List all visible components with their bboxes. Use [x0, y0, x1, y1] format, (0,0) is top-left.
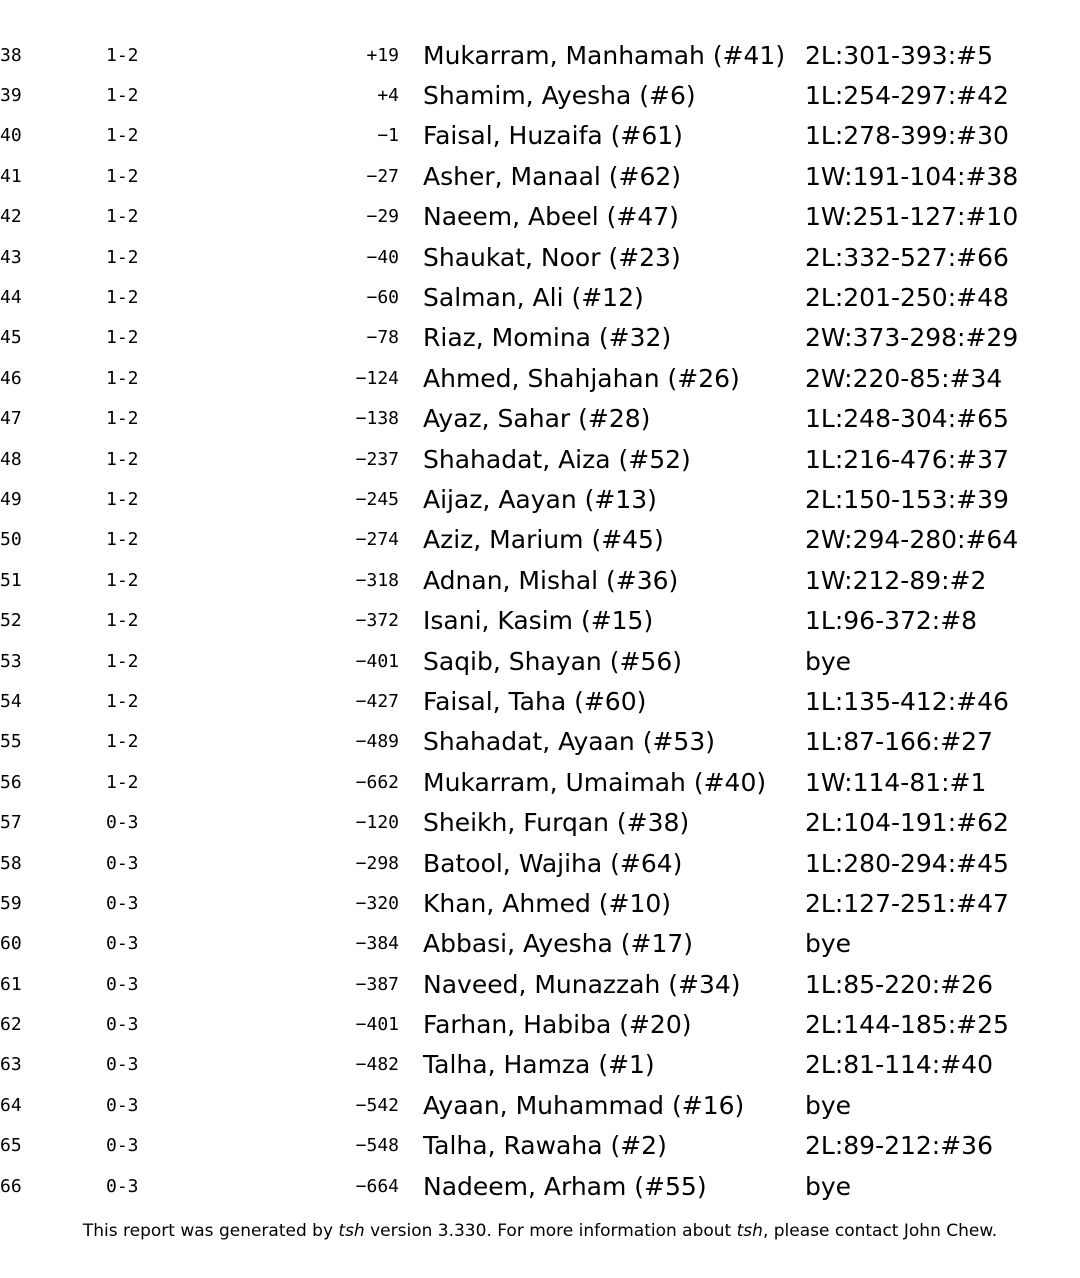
standings-row — [0, 237, 1080, 277]
player-cell: Shamim, Ayesha (#6) — [423, 81, 696, 111]
column-gap — [399, 35, 423, 75]
record-cell: 1-2 — [106, 367, 139, 389]
player-cell: Naeem, Abeel (#47) — [423, 202, 679, 232]
spread-cell: −372 — [355, 610, 399, 632]
spread-cell: −387 — [355, 973, 399, 995]
last-game-cell: 1W:114-81:#1 — [805, 767, 987, 797]
last-game-cell: bye — [805, 646, 852, 676]
column-gap — [399, 722, 423, 762]
spread-cell: −1 — [377, 125, 399, 147]
player-cell: Naveed, Munazzah (#34) — [423, 969, 741, 999]
standings-row — [0, 802, 1080, 842]
column-gap — [399, 843, 423, 883]
player-cell: Sheikh, Furqan (#38) — [423, 808, 690, 838]
rank-cell: 46 — [0, 367, 22, 389]
player-cell: Riaz, Momina (#32) — [423, 323, 672, 353]
player-cell: Shahadat, Aiza (#52) — [423, 444, 691, 474]
standings-row — [0, 681, 1080, 721]
standings-row — [0, 75, 1080, 115]
standings-row — [0, 1166, 1080, 1206]
rank-cell: 63 — [0, 1054, 22, 1076]
column-gap — [399, 1126, 423, 1166]
player-cell: Saqib, Shayan (#56) — [423, 646, 682, 676]
record-cell: 1-2 — [106, 690, 139, 712]
rank-cell: 55 — [0, 731, 22, 753]
player-cell: Farhan, Habiba (#20) — [423, 1010, 692, 1040]
standings-row — [0, 439, 1080, 479]
rank-cell: 52 — [0, 610, 22, 632]
player-cell: Adnan, Mishal (#36) — [423, 565, 679, 595]
column-gap — [399, 924, 423, 964]
last-game-cell: 1W:212-89:#2 — [805, 565, 987, 595]
spread-cell: −27 — [366, 165, 399, 187]
last-game-cell: 2L:201-250:#48 — [805, 283, 1009, 313]
rank-cell: 47 — [0, 408, 22, 430]
column-gap — [399, 156, 423, 196]
standings-row — [0, 641, 1080, 681]
rank-cell: 44 — [0, 287, 22, 309]
spread-cell: −237 — [355, 448, 399, 470]
standings-row — [0, 1126, 1080, 1166]
last-game-cell: 2L:144-185:#25 — [805, 1010, 1009, 1040]
rank-cell: 60 — [0, 933, 22, 955]
spread-cell: −40 — [366, 246, 399, 268]
player-cell: Nadeem, Arham (#55) — [423, 1171, 707, 1201]
column-gap — [399, 1085, 423, 1125]
player-cell: Talha, Hamza (#1) — [423, 1050, 655, 1080]
spread-cell: −318 — [355, 569, 399, 591]
column-gap — [399, 681, 423, 721]
rank-cell: 50 — [0, 529, 22, 551]
last-game-cell: 1L:135-412:#46 — [805, 686, 1009, 716]
record-cell: 1-2 — [106, 650, 139, 672]
rank-cell: 64 — [0, 1094, 22, 1116]
column-gap — [399, 1045, 423, 1085]
rank-cell: 58 — [0, 852, 22, 874]
player-cell: Talha, Rawaha (#2) — [423, 1131, 667, 1161]
record-cell: 1-2 — [106, 731, 139, 753]
standings-row — [0, 277, 1080, 317]
spread-cell: −489 — [355, 731, 399, 753]
standings-row — [0, 964, 1080, 1004]
rank-cell: 51 — [0, 569, 22, 591]
column-gap — [399, 439, 423, 479]
player-cell: Asher, Manaal (#62) — [423, 161, 682, 191]
rank-cell: 53 — [0, 650, 22, 672]
spread-cell: −664 — [355, 1175, 399, 1197]
last-game-cell: 1L:254-297:#42 — [805, 81, 1009, 111]
column-gap — [399, 560, 423, 600]
player-cell: Aziz, Marium (#45) — [423, 525, 664, 555]
last-game-cell: 2L:81-114:#40 — [805, 1050, 993, 1080]
spread-cell: −320 — [355, 892, 399, 914]
record-cell: 0-3 — [106, 933, 139, 955]
rank-cell: 39 — [0, 85, 22, 107]
last-game-cell: 2W:373-298:#29 — [805, 323, 1019, 353]
record-cell: 1-2 — [106, 610, 139, 632]
player-cell: Abbasi, Ayesha (#17) — [423, 929, 694, 959]
column-gap — [399, 600, 423, 640]
spread-cell: +19 — [366, 44, 399, 66]
rank-cell: 48 — [0, 448, 22, 470]
spread-cell: −542 — [355, 1094, 399, 1116]
standings-row — [0, 197, 1080, 237]
column-gap — [399, 75, 423, 115]
column-gap — [399, 197, 423, 237]
spread-cell: −124 — [355, 367, 399, 389]
record-cell: 1-2 — [106, 771, 139, 793]
standings-row — [0, 600, 1080, 640]
record-cell: 0-3 — [106, 973, 139, 995]
last-game-cell: 2L:301-393:#5 — [805, 40, 993, 70]
rank-cell: 49 — [0, 488, 22, 510]
record-cell: 0-3 — [106, 1054, 139, 1076]
record-cell: 1-2 — [106, 206, 139, 228]
record-cell: 1-2 — [106, 165, 139, 187]
column-gap — [399, 277, 423, 317]
standings-row — [0, 116, 1080, 156]
rank-cell: 57 — [0, 812, 22, 834]
spread-cell: −60 — [366, 287, 399, 309]
player-cell: Faisal, Huzaifa (#61) — [423, 121, 683, 151]
rank-cell: 38 — [0, 44, 22, 66]
record-cell: 1-2 — [106, 246, 139, 268]
rank-cell: 59 — [0, 892, 22, 914]
column-gap — [399, 318, 423, 358]
last-game-cell: 2L:89-212:#36 — [805, 1131, 993, 1161]
column-gap — [399, 399, 423, 439]
spread-cell: −427 — [355, 690, 399, 712]
footer-suffix: , please contact John Chew. — [762, 1221, 998, 1241]
column-gap — [399, 479, 423, 519]
record-cell: 1-2 — [106, 85, 139, 107]
column-gap — [399, 237, 423, 277]
column-gap — [399, 358, 423, 398]
column-gap — [399, 883, 423, 923]
standings-row — [0, 35, 1080, 75]
last-game-cell: 1L:278-399:#30 — [805, 121, 1009, 151]
footer-software-name: tsh — [338, 1221, 365, 1241]
spread-cell: −401 — [355, 650, 399, 672]
standings-table — [0, 35, 1080, 1206]
standings-row — [0, 1085, 1080, 1125]
column-gap — [399, 116, 423, 156]
spread-cell: −245 — [355, 488, 399, 510]
standings-body — [0, 35, 1080, 1206]
standings-row — [0, 1004, 1080, 1044]
column-gap — [399, 802, 423, 842]
record-cell: 1-2 — [106, 44, 139, 66]
player-cell: Aijaz, Aayan (#13) — [423, 484, 657, 514]
column-gap — [399, 641, 423, 681]
footer-middle: version 3.330. For more information about — [364, 1221, 737, 1241]
record-cell: 1-2 — [106, 448, 139, 470]
player-cell: Isani, Kasim (#15) — [423, 606, 654, 636]
last-game-cell: 1L:280-294:#45 — [805, 848, 1009, 878]
spread-cell: −138 — [355, 408, 399, 430]
standings-row — [0, 479, 1080, 519]
record-cell: 0-3 — [106, 892, 139, 914]
player-cell: Ayaz, Sahar (#28) — [423, 404, 651, 434]
record-cell: 1-2 — [106, 488, 139, 510]
last-game-cell: 1L:248-304:#65 — [805, 404, 1009, 434]
last-game-cell: bye — [805, 1171, 852, 1201]
standings-row — [0, 560, 1080, 600]
spread-cell: −274 — [355, 529, 399, 551]
footer-note — [0, 1221, 1080, 1241]
player-cell: Batool, Wajiha (#64) — [423, 848, 683, 878]
footer-software-name-again: tsh — [736, 1221, 763, 1241]
standings-row — [0, 358, 1080, 398]
last-game-cell: bye — [805, 929, 852, 959]
record-cell: 1-2 — [106, 408, 139, 430]
last-game-cell: 1L:85-220:#26 — [805, 969, 993, 999]
player-cell: Mukarram, Umaimah (#40) — [423, 767, 767, 797]
player-cell: Ahmed, Shahjahan (#26) — [423, 363, 740, 393]
record-cell: 1-2 — [106, 125, 139, 147]
player-cell: Shahadat, Ayaan (#53) — [423, 727, 715, 757]
rank-cell: 43 — [0, 246, 22, 268]
standings-row — [0, 520, 1080, 560]
spread-cell: −120 — [355, 812, 399, 834]
standings-row — [0, 843, 1080, 883]
spread-cell: −662 — [355, 771, 399, 793]
player-cell: Ayaan, Muhammad (#16) — [423, 1090, 745, 1120]
record-cell: 0-3 — [106, 1094, 139, 1116]
rank-cell: 65 — [0, 1135, 22, 1157]
spread-cell: −384 — [355, 933, 399, 955]
spread-cell: −29 — [366, 206, 399, 228]
record-cell: 1-2 — [106, 327, 139, 349]
rank-cell: 54 — [0, 690, 22, 712]
spread-cell: +4 — [377, 85, 399, 107]
last-game-cell: 2L:150-153:#39 — [805, 484, 1009, 514]
last-game-cell: 1L:96-372:#8 — [805, 606, 978, 636]
standings-row — [0, 762, 1080, 802]
spread-cell: −298 — [355, 852, 399, 874]
rank-cell: 40 — [0, 125, 22, 147]
record-cell: 0-3 — [106, 1135, 139, 1157]
last-game-cell: 1W:191-104:#38 — [805, 161, 1019, 191]
player-cell: Mukarram, Manhamah (#41) — [423, 40, 786, 70]
rank-cell: 61 — [0, 973, 22, 995]
column-gap — [399, 520, 423, 560]
column-gap — [399, 1166, 423, 1206]
spread-cell: −548 — [355, 1135, 399, 1157]
column-gap — [399, 762, 423, 802]
standings-row — [0, 1045, 1080, 1085]
standings-row — [0, 156, 1080, 196]
last-game-cell: 2L:127-251:#47 — [805, 888, 1009, 918]
standings-row — [0, 722, 1080, 762]
last-game-cell: 2L:332-527:#66 — [805, 242, 1009, 272]
column-gap — [399, 964, 423, 1004]
record-cell: 0-3 — [106, 1014, 139, 1036]
standings-row — [0, 399, 1080, 439]
player-cell: Shaukat, Noor (#23) — [423, 242, 681, 272]
column-gap — [399, 1004, 423, 1044]
footer-prefix: This report was generated by — [82, 1221, 339, 1241]
spread-cell: −482 — [355, 1054, 399, 1076]
standings-row — [0, 318, 1080, 358]
rank-cell: 66 — [0, 1175, 22, 1197]
last-game-cell: 2W:294-280:#64 — [805, 525, 1019, 555]
record-cell: 1-2 — [106, 569, 139, 591]
last-game-cell: 1L:87-166:#27 — [805, 727, 993, 757]
standings-row — [0, 883, 1080, 923]
last-game-cell: 2L:104-191:#62 — [805, 808, 1009, 838]
spread-cell: −401 — [355, 1014, 399, 1036]
rank-cell: 41 — [0, 165, 22, 187]
record-cell: 0-3 — [106, 1175, 139, 1197]
player-cell: Salman, Ali (#12) — [423, 283, 644, 313]
record-cell: 1-2 — [106, 529, 139, 551]
spread-cell: −78 — [366, 327, 399, 349]
rank-cell: 42 — [0, 206, 22, 228]
last-game-cell: 1W:251-127:#10 — [805, 202, 1019, 232]
standings-row — [0, 924, 1080, 964]
record-cell: 0-3 — [106, 812, 139, 834]
record-cell: 1-2 — [106, 287, 139, 309]
player-cell: Faisal, Taha (#60) — [423, 686, 647, 716]
rank-cell: 45 — [0, 327, 22, 349]
player-cell: Khan, Ahmed (#10) — [423, 888, 672, 918]
last-game-cell: 2W:220-85:#34 — [805, 363, 1003, 393]
record-cell: 0-3 — [106, 852, 139, 874]
last-game-cell: bye — [805, 1090, 852, 1120]
rank-cell: 56 — [0, 771, 22, 793]
last-game-cell: 1L:216-476:#37 — [805, 444, 1009, 474]
rank-cell: 62 — [0, 1014, 22, 1036]
